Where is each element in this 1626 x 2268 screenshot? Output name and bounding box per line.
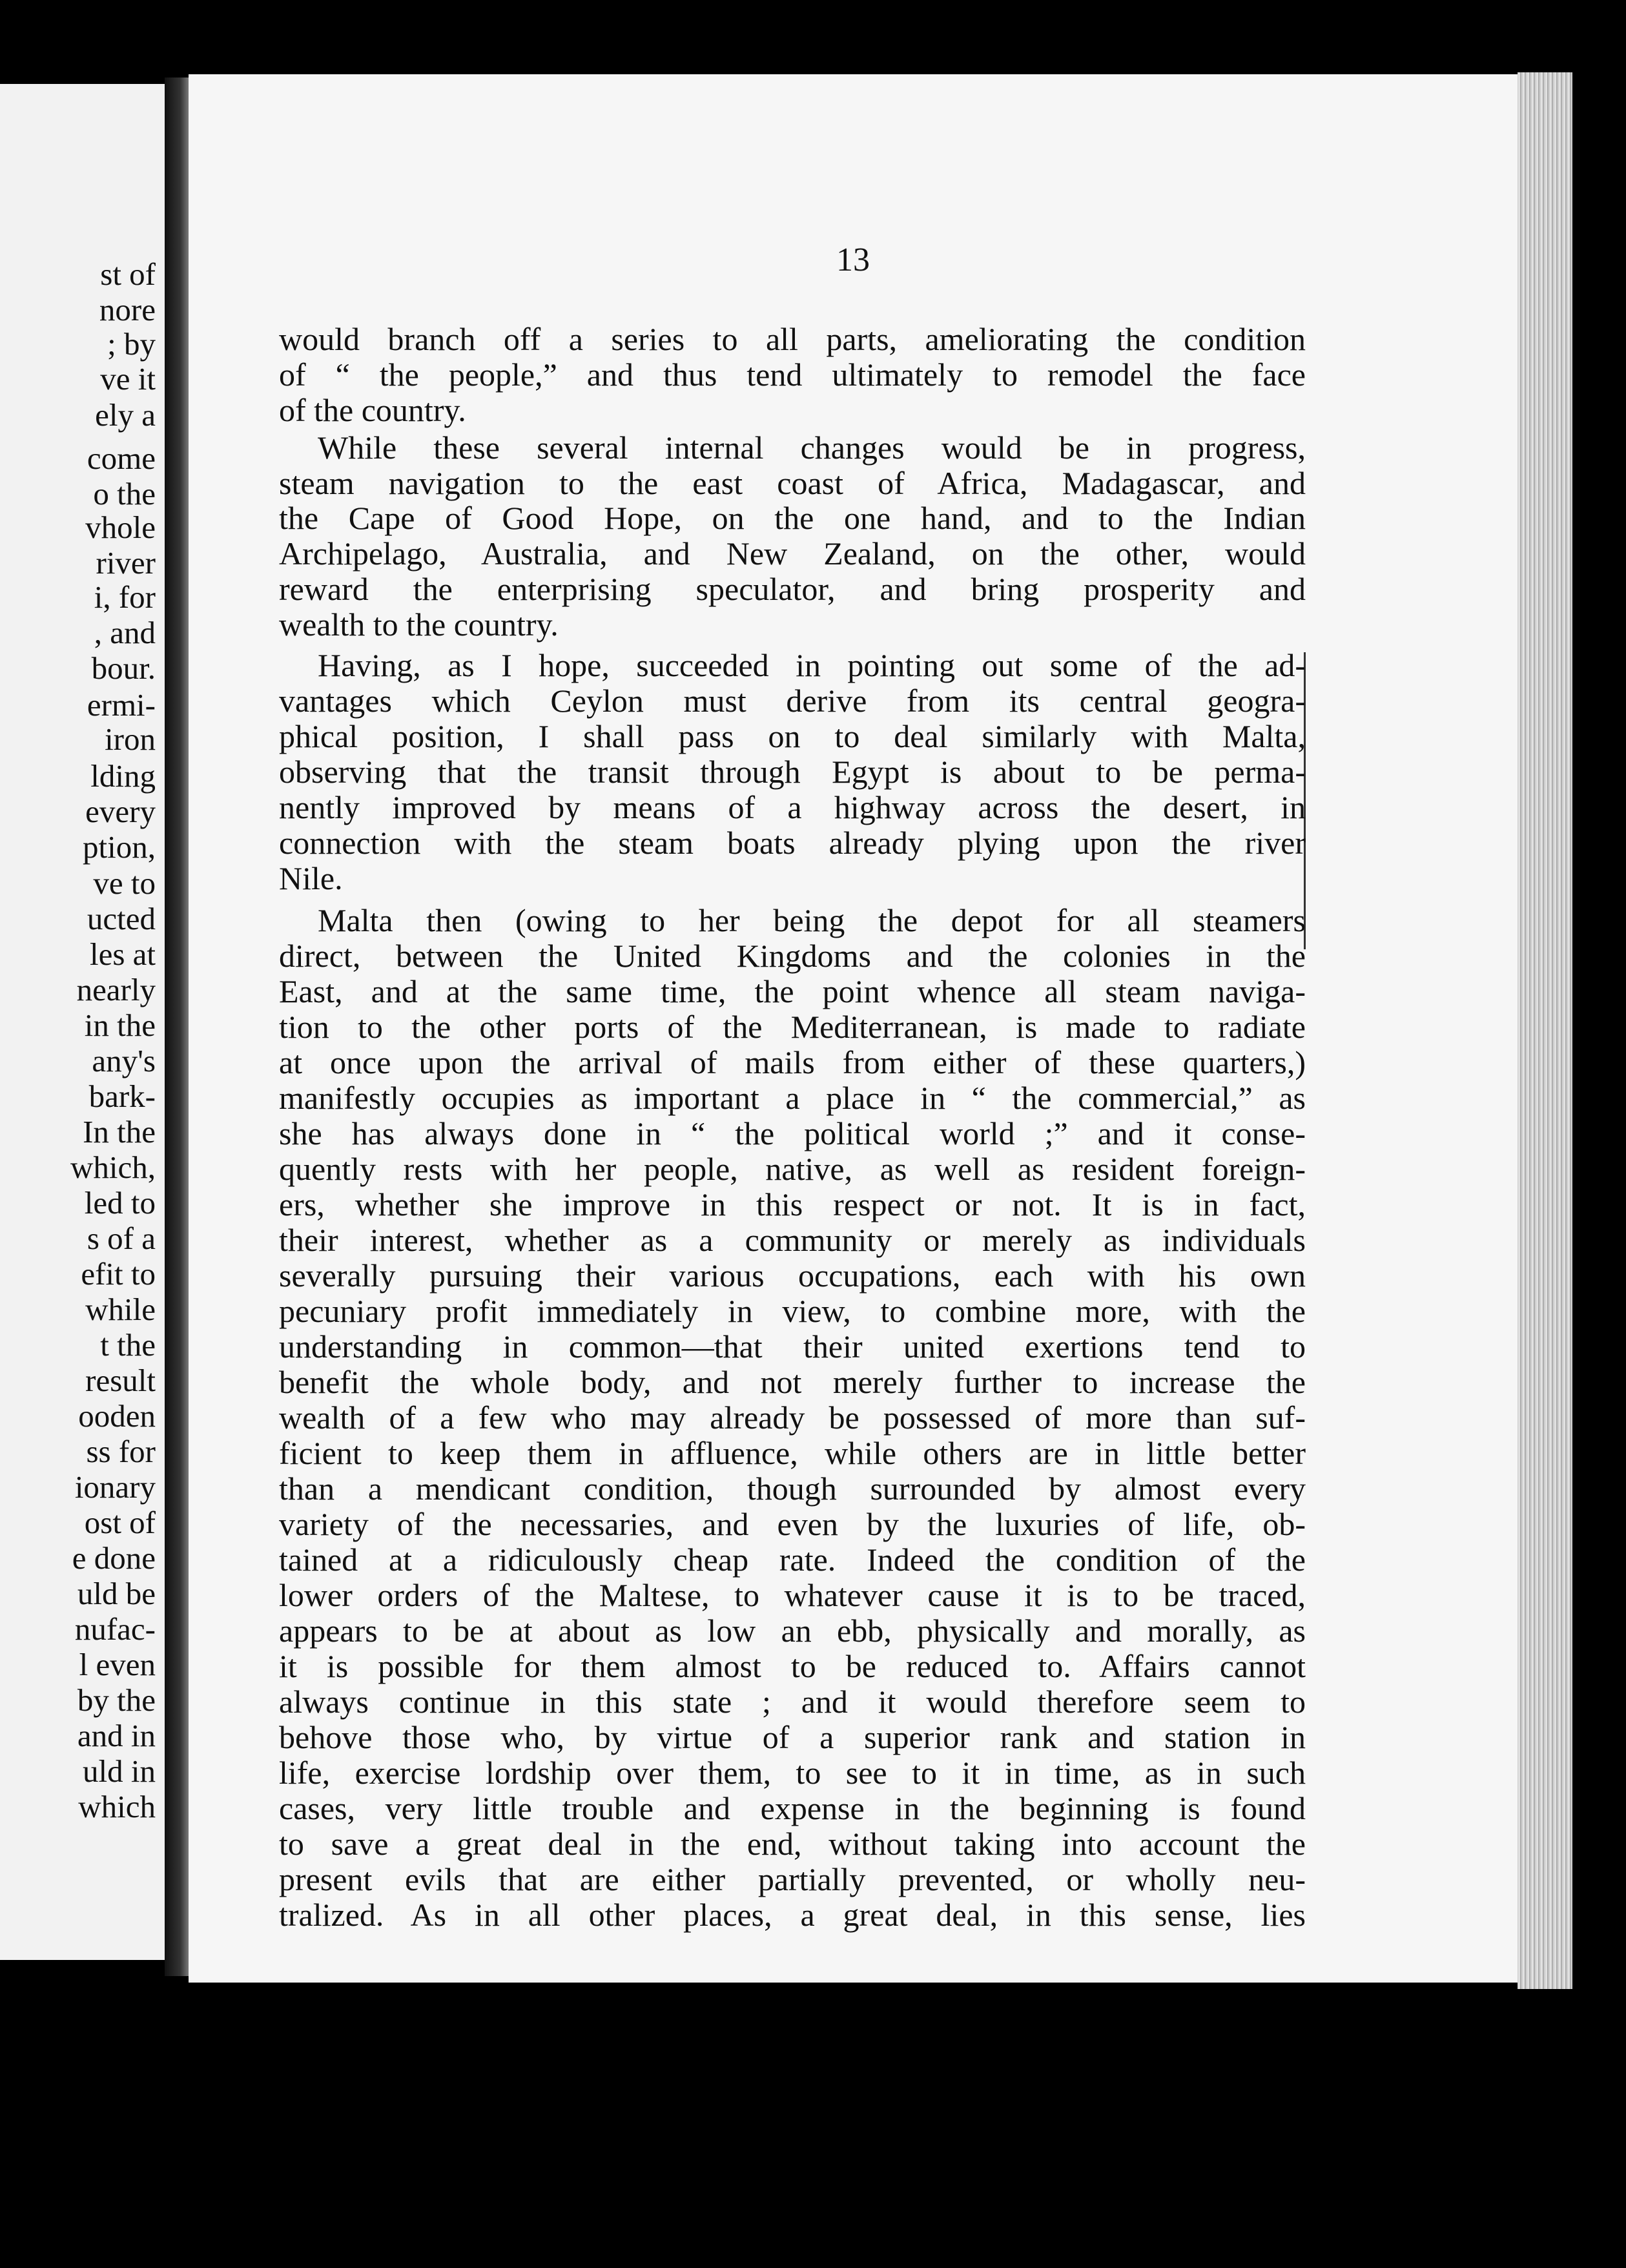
text-line: present evils that are either partially prevented, or wholly neu- <box>279 1861 1306 1897</box>
previous-page-line-fragment: In the <box>83 1114 156 1149</box>
text-line: ficient to keep them in affluence, while others are in little better <box>279 1435 1306 1471</box>
text-line: she has always done in “ the political world ;” and it conse- <box>279 1115 1306 1151</box>
text-line: East, and at the same time, the point whence all steam naviga- <box>279 973 1306 1009</box>
previous-page-line-fragment: come <box>87 440 156 476</box>
text-line: vantages which Ceylon must derive from its central geogra- <box>279 683 1306 719</box>
text-line: Malta then (owing to her being the depot for all steamers <box>318 902 1306 938</box>
previous-page-line-fragment: vhole <box>85 510 156 545</box>
text-line: Archipelago, Australia, and New Zealand, on the other, would <box>279 535 1306 572</box>
text-line: behove those who, by virtue of a superior rank and station in <box>279 1719 1306 1755</box>
page-number: 13 <box>836 242 870 278</box>
previous-page-line-fragment: while <box>85 1292 156 1327</box>
text-line: ers, whether she improve in this respect or not. It is in fact, <box>279 1186 1306 1222</box>
text-line: Having, as I hope, succeeded in pointing out some of the ad- <box>318 647 1306 683</box>
previous-page-line-fragment: any's <box>92 1043 156 1078</box>
text-line: Nile. <box>279 860 343 896</box>
text-line: steam navigation to the east coast of Africa, Madagascar, and <box>279 465 1306 501</box>
previous-page-fragment <box>0 84 165 1960</box>
text-line: always continue in this state ; and it would therefore seem to <box>279 1684 1306 1720</box>
previous-page-line-fragment: i, for <box>94 579 156 615</box>
text-line: phical position, I shall pass on to deal similarly with Malta, <box>279 718 1306 754</box>
previous-page-line-fragment: ; by <box>107 326 156 362</box>
previous-page-line-fragment: e done <box>72 1540 156 1576</box>
text-line: tralized. As in all other places, a great deal, in this sense, lies <box>279 1897 1306 1933</box>
text-line: wealth to the country. <box>279 606 559 643</box>
previous-page-line-fragment: t the <box>100 1327 156 1363</box>
text-line: understanding in common—that their united exertions tend to <box>279 1328 1306 1365</box>
text-line: manifestly occupies as important a place in “ the commercial,” as <box>279 1080 1306 1116</box>
page-edges <box>1518 72 1572 1989</box>
previous-page-line-fragment: nearly <box>76 972 156 1007</box>
text-line: connection with the steam boats already plying upon the river <box>279 825 1306 861</box>
text-line: wealth of a few who may already be possessed of more than suf- <box>279 1399 1306 1436</box>
previous-page-line-fragment: ooden <box>78 1398 156 1434</box>
previous-page-line-fragment: ely a <box>95 397 156 433</box>
previous-page-line-fragment: ve it <box>100 361 156 397</box>
text-line: reward the enterprising speculator, and bring prosperity and <box>279 571 1306 607</box>
previous-page-line-fragment: bark- <box>88 1078 156 1114</box>
text-line: the Cape of Good Hope, on the one hand, and to the Indian <box>279 500 1306 536</box>
text-line: their interest, whether as a community or merely as individuals <box>279 1222 1306 1258</box>
text-line: life, exercise lordship over them, to see to it in time, as in such <box>279 1755 1306 1791</box>
text-line: would branch off a series to all parts, ameliorating the condition <box>279 321 1306 357</box>
previous-page-line-fragment: uld be <box>77 1576 156 1611</box>
text-line: cases, very little trouble and expense in the beginning is found <box>279 1790 1306 1826</box>
text-line: tained at a ridiculously cheap rate. Indeed the condition of the <box>279 1541 1306 1578</box>
previous-page-line-fragment: ucted <box>87 901 156 936</box>
previous-page-line-fragment: river <box>96 545 156 581</box>
text-line: to save a great deal in the end, without taking into account the <box>279 1826 1306 1862</box>
previous-page-line-fragment: by the <box>77 1682 156 1718</box>
previous-page-line-fragment: l even <box>79 1647 156 1682</box>
text-line: quently rests with her people, native, as well as resident foreign- <box>279 1151 1306 1187</box>
previous-page-line-fragment: ve to <box>93 865 156 901</box>
text-line: pecuniary profit immediately in view, to combine more, with the <box>279 1293 1306 1329</box>
previous-page-line-fragment: bour. <box>91 650 156 686</box>
previous-page-line-fragment: lding <box>90 758 156 794</box>
text-line: of “ the people,” and thus tend ultimately to remodel the face <box>279 356 1306 393</box>
previous-page-line-fragment: ionary <box>74 1469 156 1505</box>
text-line: lower orders of the Maltese, to whatever cause it is to be traced, <box>279 1577 1306 1613</box>
text-line: benefit the whole body, and not merely further to increase the <box>279 1364 1306 1400</box>
previous-page-line-fragment: les at <box>89 936 156 972</box>
text-line: than a mendicant condition, though surrounded by almost every <box>279 1470 1306 1507</box>
previous-page-line-fragment: nufac- <box>74 1611 156 1647</box>
book-page <box>189 74 1518 1983</box>
previous-page-line-fragment: which <box>78 1789 156 1824</box>
previous-page-line-fragment: and in <box>77 1718 156 1753</box>
text-line: appears to be at about as low an ebb, physically and morally, as <box>279 1613 1306 1649</box>
text-line: variety of the necessaries, and even by the luxuries of life, ob- <box>279 1506 1306 1542</box>
text-line: at once upon the arrival of mails from either of these quarters,) <box>279 1044 1306 1080</box>
previous-page-line-fragment: uld in <box>83 1753 156 1789</box>
previous-page-line-fragment: led to <box>84 1185 156 1221</box>
previous-page-line-fragment: ermi- <box>87 687 156 723</box>
text-line: of the country. <box>279 392 466 428</box>
previous-page-line-fragment: iron <box>105 721 156 757</box>
text-line: tion to the other ports of the Mediterranean, is made to radiate <box>279 1009 1306 1045</box>
previous-page-line-fragment: which, <box>70 1149 156 1185</box>
text-line: nently improved by means of a highway across the desert, in <box>279 789 1306 825</box>
previous-page-line-fragment: s of a <box>87 1221 156 1256</box>
previous-page-line-fragment: st of <box>100 256 156 292</box>
previous-page-line-fragment: ss for <box>86 1434 156 1469</box>
previous-page-line-fragment: , and <box>94 615 156 650</box>
previous-page-line-fragment: every <box>85 794 156 829</box>
text-line: severally pursuing their various occupations, each with his own <box>279 1257 1306 1294</box>
book-gutter <box>165 77 190 1976</box>
previous-page-line-fragment: in the <box>84 1007 156 1043</box>
previous-page-line-fragment: result <box>85 1363 156 1398</box>
text-line: While these several internal changes would be in progress, <box>318 429 1306 466</box>
text-line: direct, between the United Kingdoms and the colonies in the <box>279 938 1306 974</box>
text-line: it is possible for them almost to be reduced to. Affairs cannot <box>279 1648 1306 1684</box>
previous-page-line-fragment: efit to <box>81 1256 156 1292</box>
text-line: observing that the transit through Egypt is about to be perma- <box>279 754 1306 790</box>
previous-page-line-fragment: ption, <box>83 829 156 865</box>
previous-page-line-fragment: o the <box>93 476 156 511</box>
previous-page-line-fragment: nore <box>99 292 156 327</box>
previous-page-line-fragment: ost of <box>84 1505 156 1540</box>
